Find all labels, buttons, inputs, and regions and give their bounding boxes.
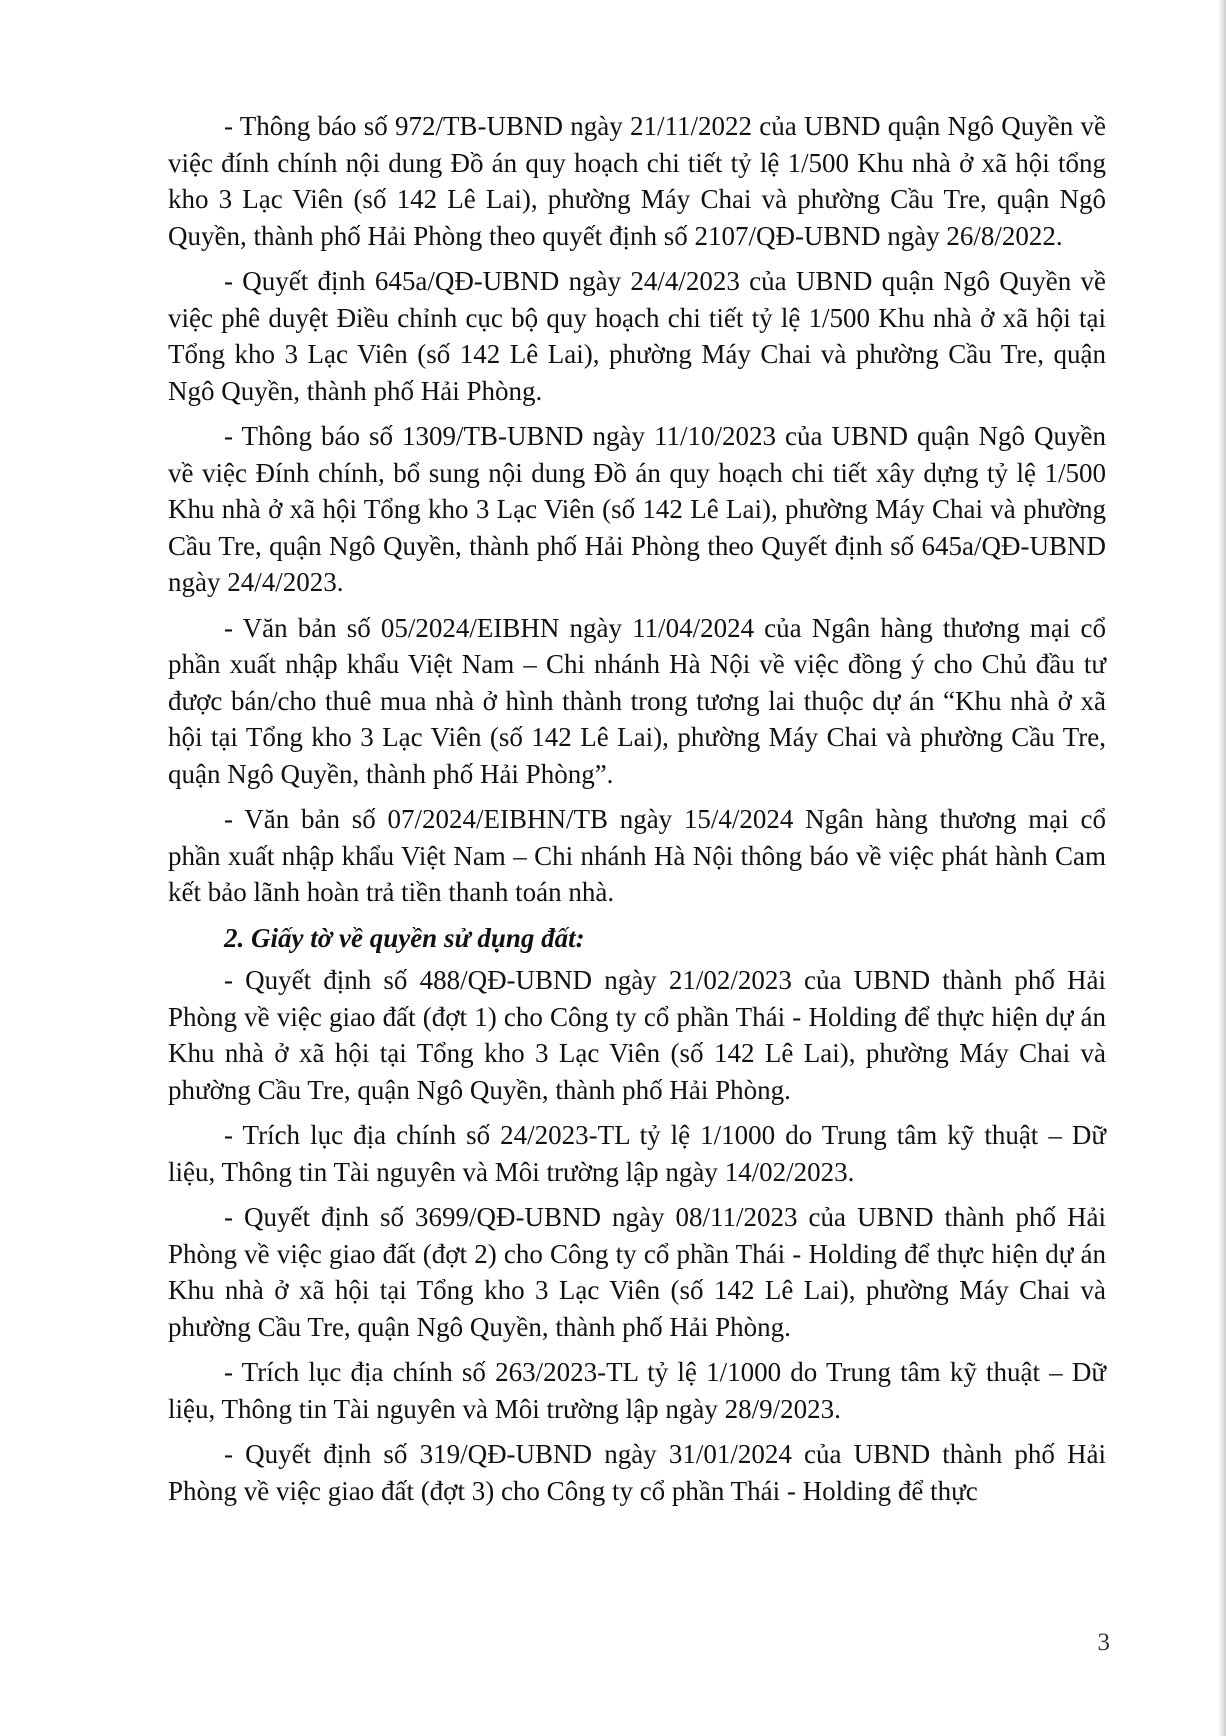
page-edge-shadow xyxy=(1218,0,1226,1736)
paragraph-notice-972: - Thông báo số 972/TB-UBND ngày 21/11/2022 của UBND quận Ngô Quyền về việc đính chính nội dung Đồ án quy hoạch chi tiết tỷ lệ 1/500 Khu nhà ở xã hội tổng kho 3 Lạc Viên (số 142 Lê Lai), phường Máy Chai và phường Cầu Tre, quận Ngô Quyền, thành phố Hải Phòng theo quyết định số 2107/QĐ-UBND ngày 26/8/2022. xyxy=(168,111,1106,251)
paragraph-letter-07-2024: - Văn bản số 07/2024/EIBHN/TB ngày 15/4/2024 Ngân hàng thương mại cổ phần xuất nhập khẩu Việt Nam – Chi nhánh Hà Nội thông báo về việc phát hành Cam kết bảo lãnh hoàn trả tiền thanh toán nhà. xyxy=(168,804,1106,907)
paragraph-decision-488: - Quyết định số 488/QĐ-UBND ngày 21/02/2023 của UBND thành phố Hải Phòng về việc giao đất (đợt 1) cho Công ty cổ phần Thái - Holding để thực hiện dự án Khu nhà ở xã hội tại Tổng kho 3 Lạc Viên (số 142 Lê Lai), phường Máy Chai và phường Cầu Tre, quận Ngô Quyền, thành phố Hải Phòng. xyxy=(168,965,1106,1105)
page-number: 3 xyxy=(1097,1629,1110,1656)
paragraph-decision-645a: - Quyết định 645a/QĐ-UBND ngày 24/4/2023 của UBND quận Ngô Quyền về việc phê duyệt Điều chỉnh cục bộ quy hoạch chi tiết tỷ lệ 1/500 Khu nhà ở xã hội tại Tổng kho 3 Lạc Viên (số 142 Lê Lai), phường Máy Chai và phường Cầu Tre, quận Ngô Quyền, thành phố Hải Phòng. xyxy=(168,266,1106,406)
paragraph-extract-24-2023: - Trích lục địa chính số 24/2023-TL tỷ lệ 1/1000 do Trung tâm kỹ thuật – Dữ liệu, Thông tin Tài nguyên và Môi trường lập ngày 14/02/2023. xyxy=(168,1120,1106,1187)
paragraph-extract-263-2023: - Trích lục địa chính số 263/2023-TL tỷ lệ 1/1000 do Trung tâm kỹ thuật – Dữ liệu, Thông tin Tài nguyên và Môi trường lập ngày 28/9/2023. xyxy=(168,1357,1106,1424)
paragraph-decision-319: - Quyết định số 319/QĐ-UBND ngày 31/01/2024 của UBND thành phố Hải Phòng về việc giao đất (đợt 3) cho Công ty cổ phần Thái - Holding để thực xyxy=(168,1439,1106,1506)
paragraph-notice-1309: - Thông báo số 1309/TB-UBND ngày 11/10/2023 của UBND quận Ngô Quyền về việc Đính chính, bổ sung nội dung Đồ án quy hoạch chi tiết xây dựng tỷ lệ 1/500 Khu nhà ở xã hội Tổng kho 3 Lạc Viên (số 142 Lê Lai), phường Máy Chai và phường Cầu Tre, quận Ngô Quyền, thành phố Hải Phòng theo Quyết định số 645a/QĐ-UBND ngày 24/4/2023. xyxy=(168,421,1106,597)
paragraph-letter-05-2024: - Văn bản số 05/2024/EIBHN ngày 11/04/2024 của Ngân hàng thương mại cổ phần xuất nhập khẩu Việt Nam – Chi nhánh Hà Nội về việc đồng ý cho Chủ đầu tư được bán/cho thuê mua nhà ở hình thành trong tương lai thuộc dự án “Khu nhà ở xã hội tại Tổng kho 3 Lạc Viên (số 142 Lê Lai), phường Máy Chai và phường Cầu Tre, quận Ngô Quyền, thành phố Hải Phòng”. xyxy=(168,612,1106,789)
section-heading-land-use: 2. Giấy tờ về quyền sử dụng đất: xyxy=(224,922,585,953)
paragraph-decision-3699: - Quyết định số 3699/QĐ-UBND ngày 08/11/2023 của UBND thành phố Hải Phòng về việc giao đất (đợt 2) cho Công ty cổ phần Thái - Holding để thực hiện dự án Khu nhà ở xã hội tại Tổng kho 3 Lạc Viên (số 142 Lê Lai), phường Máy Chai và phường Cầu Tre, quận Ngô Quyền, thành phố Hải Phòng. xyxy=(168,1202,1106,1342)
document-body xyxy=(168,108,1106,1518)
